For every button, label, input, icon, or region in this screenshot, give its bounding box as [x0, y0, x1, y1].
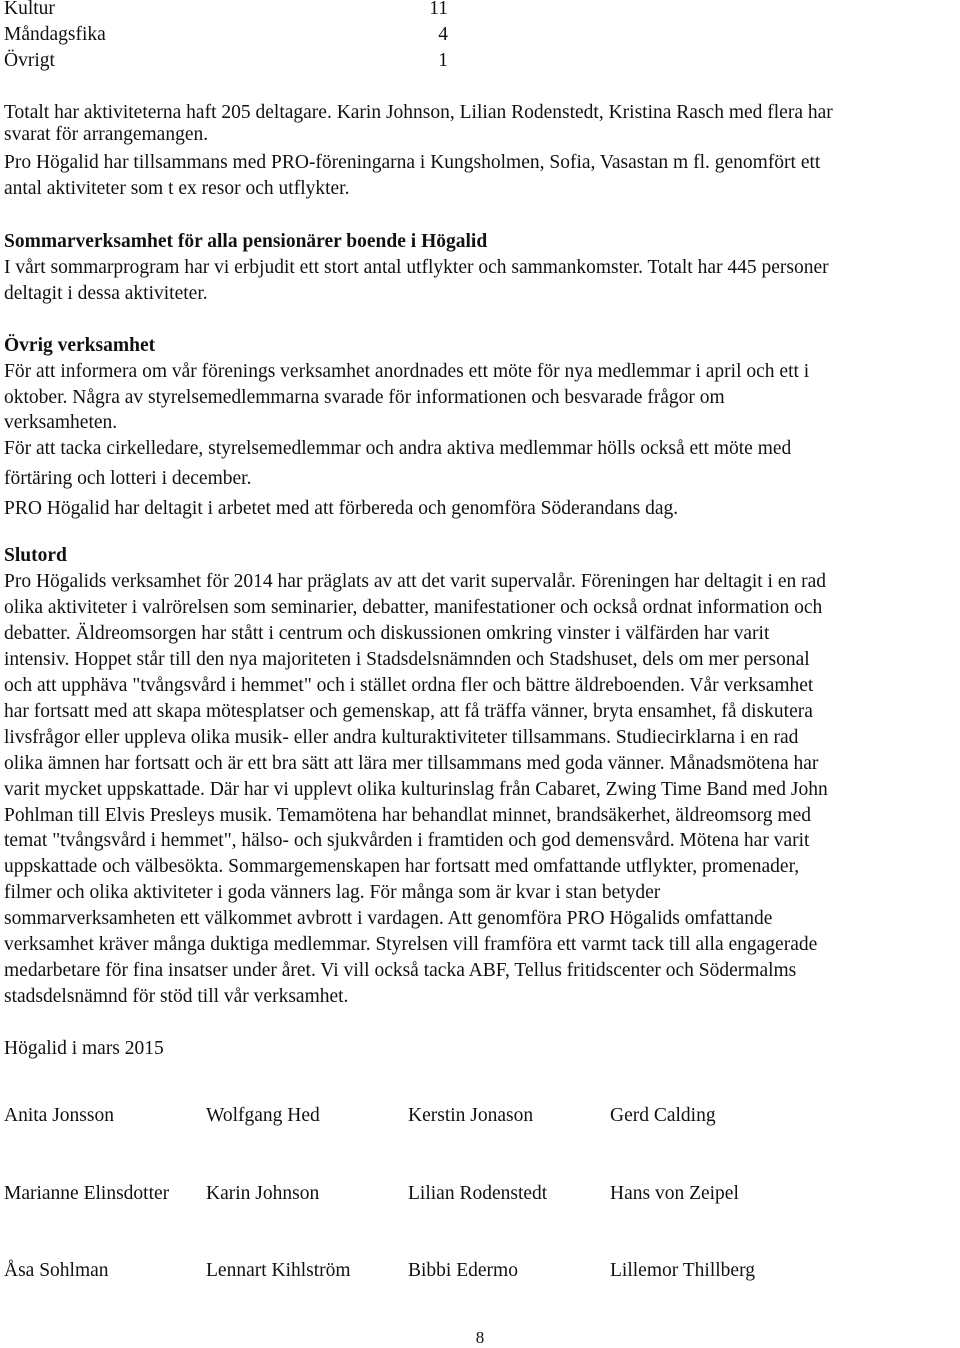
- paragraph-line: verksamhet kräver många duktiga medlemmar. Styrelsen vill framföra ett varmt tack till alla engagerade: [4, 934, 818, 955]
- paragraph-line: antal aktiviteter som t ex resor och utflykter.: [4, 178, 350, 199]
- signature-name: Lennart Kihlström: [206, 1260, 351, 1281]
- signature-name: Gerd Calding: [610, 1105, 716, 1126]
- paragraph-line: förtäring och lotteri i december.: [4, 468, 252, 489]
- paragraph-line: olika ämnen har fortsatt och är ett bra sätt att lära mer tillsammans med goda vänner. Månadsmötena har: [4, 753, 819, 774]
- stat-value: 4: [438, 24, 448, 45]
- paragraph-line: Totalt har aktiviteterna haft 205 deltagare. Karin Johnson, Lilian Rodenstedt, Kristina Rasch med flera har: [4, 102, 833, 123]
- paragraph-line: debatter. Äldreomsorgen har stått i centrum och diskussionen omkring vinster i välfärden har varit: [4, 623, 770, 644]
- paragraph-line: PRO Högalid har deltagit i arbetet med att förbereda och genomföra Söderandans dag.: [4, 498, 679, 519]
- stat-label: Måndagsfika: [4, 24, 106, 45]
- paragraph-line: Pro Högalid har tillsammans med PRO-föreningarna i Kungsholmen, Sofia, Vasastan m fl. genomfört ett: [4, 152, 821, 173]
- paragraph-line: medarbetare för fina insatser under året. Vi vill också tacka ABF, Tellus fritidscenter och Södermalms: [4, 960, 797, 981]
- paragraph-line: oktober. Några av styrelsemedlemmarna svarade för informationen och besvarade frågor om: [4, 387, 725, 408]
- paragraph-line: I vårt sommarprogram har vi erbjudit ett stort antal utflykter och sammankomster. Totalt har 445 personer: [4, 257, 829, 278]
- stat-label: Kultur: [4, 0, 55, 19]
- signature-name: Lilian Rodenstedt: [408, 1183, 548, 1204]
- stat-label: Övrigt: [4, 50, 55, 71]
- signature-name: Åsa Sohlman: [4, 1260, 109, 1281]
- section-heading: Slutord: [4, 545, 67, 566]
- paragraph-line: svarat för arrangemangen.: [4, 124, 209, 145]
- signature-name: Marianne Elinsdotter: [4, 1183, 170, 1204]
- section-heading: Övrig verksamhet: [4, 335, 156, 356]
- signature-name: Hans von Zeipel: [610, 1183, 739, 1204]
- signature-name: Lillemor Thillberg: [610, 1260, 755, 1281]
- section-heading: Sommarverksamhet för alla pensionärer boende i Högalid: [4, 231, 488, 252]
- paragraph-line: varit mycket uppskattade. Där har vi upplevt olika kulturinslag från Cabaret, Zwing Time Band med John: [4, 779, 828, 800]
- signature-name: Kerstin Jonason: [408, 1105, 534, 1126]
- paragraph-line: har fortsatt med att skapa mötesplatser och gemenskap, att få träffa vänner, bryta ensamhet, få diskutera: [4, 701, 813, 722]
- paragraph-line: Pohlman till Elvis Presleys musik. Temamötena har behandlat minnet, brandsäkerhet, äldreomsorg med: [4, 805, 811, 826]
- paragraph-line: deltagit i dessa aktiviteter.: [4, 283, 208, 304]
- paragraph-line: Pro Högalids verksamhet för 2014 har präglats av att det varit supervalår. Föreningen har deltagit i en rad: [4, 571, 826, 592]
- paragraph-line: uppskattade och välbesökta. Sommargemenskapen har fortsatt med omfattande utflykter, promenader,: [4, 856, 800, 877]
- stat-value: 11: [429, 0, 448, 19]
- paragraph-line: stadsdelsnämnd för stöd till vår verksamhet.: [4, 986, 349, 1007]
- signature-name: Wolfgang Hed: [206, 1105, 320, 1126]
- paragraph-line: För att tacka cirkelledare, styrelsemedlemmar och andra aktiva medlemmar hölls också ett möte med: [4, 438, 792, 459]
- paragraph-line: olika aktiviteter i valrörelsen som seminarier, debatter, manifestationer och också ordnat information och: [4, 597, 823, 618]
- paragraph-line: filmer och olika aktiviteter i goda vänners lag. För många som är kvar i stan betyder: [4, 882, 661, 903]
- signature-name: Bibbi Edermo: [408, 1260, 518, 1281]
- signature-name: Anita Jonsson: [4, 1105, 114, 1126]
- stat-value: 1: [438, 50, 448, 71]
- place-date: Högalid i mars 2015: [4, 1038, 164, 1059]
- paragraph-line: verksamheten.: [4, 412, 118, 433]
- signature-name: Karin Johnson: [206, 1183, 320, 1204]
- page-number: 8: [475, 1328, 485, 1347]
- paragraph-line: temat "tvångsvård i hemmet", hälso- och sjukvården i framtiden och god demensvård. Mötena har varit: [4, 830, 810, 851]
- paragraph-line: livsfrågor eller uppleva olika musik- eller andra kulturaktiviteter tillsammans. Studiecirklarna i en rad: [4, 727, 799, 748]
- paragraph-line: sommarverksamheten ett välkommet avbrott i vardagen. Att genomföra PRO Högalids omfattande: [4, 908, 773, 929]
- paragraph-line: För att informera om vår förenings verksamhet anordnades ett möte för nya medlemmar i april och ett i: [4, 361, 810, 382]
- paragraph-line: intensiv. Hoppet står till den nya majoriteten i Stadsdelsnämnden och Stadshuset, dels om mer personal: [4, 649, 810, 670]
- paragraph-line: och att upphäva "tvångsvård i hemmet" och i stället ordna fler och bättre äldreboenden. Vår verksamhet: [4, 675, 814, 696]
